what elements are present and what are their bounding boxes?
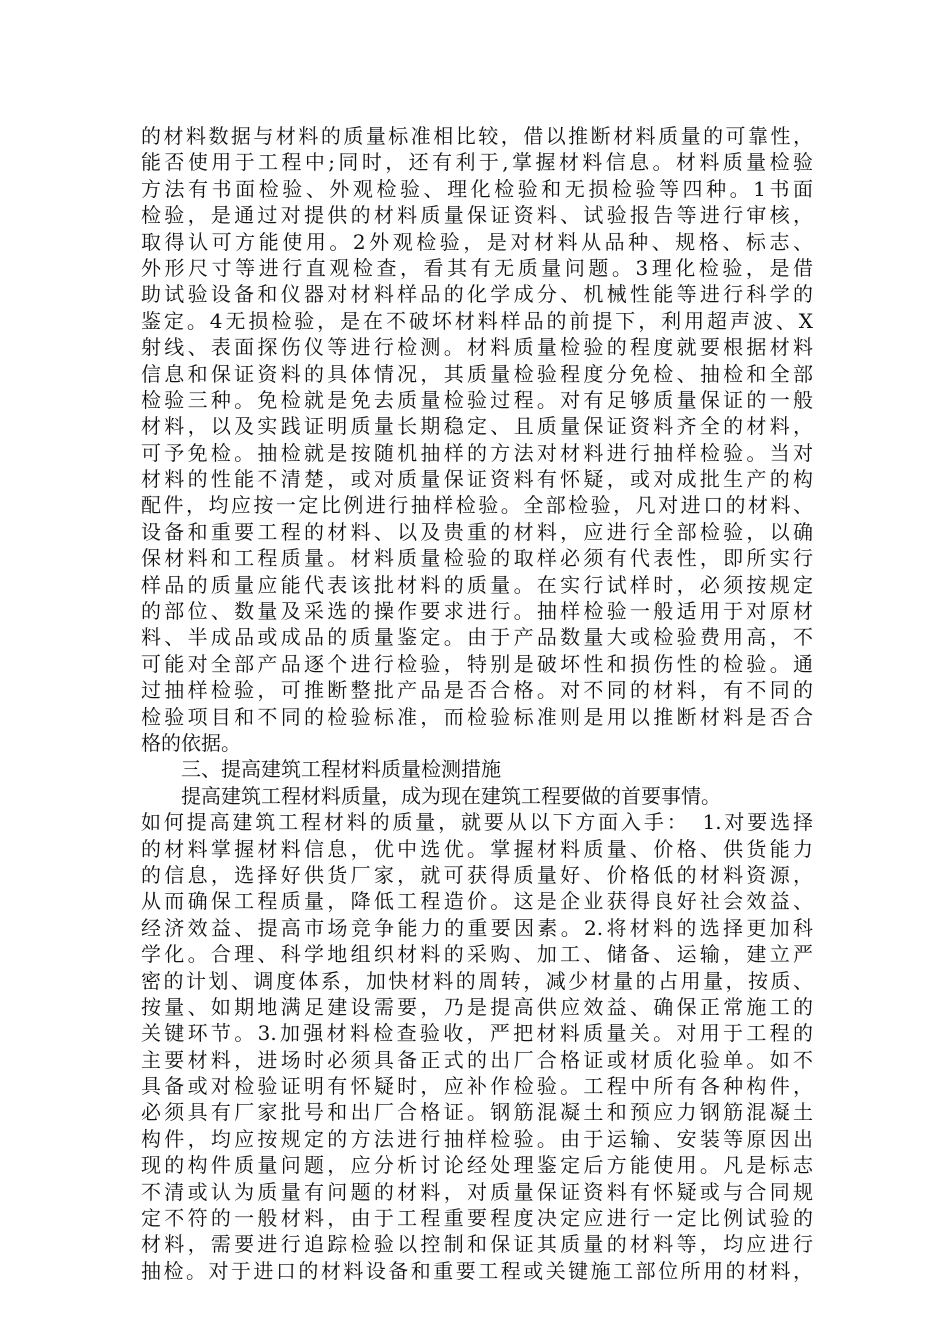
text-line: 的材料掌握材料信息，优中选优。掌握材料质量、价格、供货能力 — [141, 836, 813, 861]
text-line: 格的依据。 — [141, 730, 241, 755]
text-line: 检验三种。免检就是免去质量检验过程。对有足够质量保证的一般 — [141, 387, 813, 412]
text-line: 必须具有厂家批号和出厂合格证。钢筋混凝土和预应力钢筋混凝土 — [141, 1100, 813, 1125]
text-line: 检验项目和不同的检验标准，而检验标准则是用以推断材料是否合 — [141, 704, 813, 729]
text-line: 的信息，选择好供货厂家，就可获得质量好、价格低的材料资源， — [141, 862, 813, 887]
text-line: 的材料数据与材料的质量标准相比较，借以推断材料质量的可靠性， — [141, 124, 813, 148]
text-line: 不清或认为质量有问题的材料，对质量保证资料有怀疑或与合同规 — [141, 1179, 813, 1204]
document-page — [141, 123, 813, 1284]
text-line: 从而确保工程质量，降低工程造价。这是企业获得良好社会效益、 — [141, 889, 813, 914]
text-line: 学化。合理、科学地组织材料的采购、加工、储备、运输，建立严 — [141, 942, 813, 967]
text-line: 能否使用于工程中;同时，还有利于,掌握材料信息。材料质量检验 — [141, 150, 813, 175]
text-line: 鉴定。4无损检验，是在不破坏材料样品的前提下，利用超声波、X — [141, 308, 813, 333]
text-line: 射线、表面探伤仪等进行检测。材料质量检验的程度就要根据材料 — [141, 335, 813, 360]
text-line: 可予免检。抽检就是按随机抽样的方法对材料进行抽样检验。当对 — [141, 440, 813, 465]
paragraph-improvement-measures — [141, 783, 813, 1284]
text-line: 关键环节。3.加强材料检查验收，严把材料质量关。对用于工程的 — [141, 1021, 813, 1046]
text-line: 设备和重要工程的材料、以及贵重的材料，应进行全部检验，以确 — [141, 519, 813, 544]
section-heading — [141, 756, 813, 782]
paragraph-material-inspection — [141, 123, 813, 756]
text-line: 外形尺寸等进行直观检查，看其有无质量问题。3理化检验，是借 — [141, 255, 813, 280]
text-line: 料、半成品或成品的质量鉴定。由于产品数量大或检验费用高，不 — [141, 625, 813, 650]
text-line: 取得认可方能使用。2外观检验，是对材料从品种、规格、标志、 — [141, 229, 813, 254]
text-line: 过抽样检验，可推断整批产品是否合格。对不同的材料，有不同的 — [141, 678, 813, 703]
text-line: 经济效益、提高市场竞争能力的重要因素。2.将材料的选择更加科 — [141, 915, 813, 940]
text-line: 材料，需要进行追踪检验以控制和保证其质量的材料等，均应进行 — [141, 1232, 813, 1257]
text-line: 保材料和工程质量。材料质量检验的取样必须有代表性，即所实行 — [141, 546, 813, 571]
text-line: 定不符的一般材料，由于工程重要程度决定应进行一定比例试验的 — [141, 1206, 813, 1231]
section-heading-text: 三、提高建筑工程材料质量检测措施 — [181, 757, 501, 782]
text-line: 具备或对检验证明有怀疑时，应补作检验。工程中所有各种构件， — [141, 1074, 813, 1099]
text-line: 可能对全部产品逐个进行检验，特别是破坏性和损伤性的检验。通 — [141, 651, 813, 676]
text-line: 检验，是通过对提供的材料质量保证资料、试验报告等进行审核， — [141, 203, 813, 228]
text-line: 密的计划、调度体系，加快材料的周转，减少材量的占用量，按质、 — [141, 968, 813, 993]
text-line: 如何提高建筑工程材料的质量，就要从以下方面入手： 1.对要选择 — [141, 810, 813, 835]
text-line: 材料的性能不清楚，或对质量保证资料有怀疑，或对成批生产的构 — [141, 467, 813, 492]
text-line: 构件，均应按规定的方法进行抽样检验。由于运输、安装等原因出 — [141, 1126, 813, 1151]
text-line: 按量、如期地满足建设需要，乃是提高供应效益、确保正常施工的 — [141, 994, 813, 1019]
text-line: 抽检。对于进口的材料设备和重要工程或关键施工部位所用的材料， — [141, 1258, 813, 1283]
text-line: 提高建筑工程材料质量，成为现在建筑工程要做的首要事情。 — [181, 783, 721, 808]
text-line: 材料，以及实践证明质量长期稳定、且质量保证资料齐全的材料， — [141, 414, 813, 439]
text-line: 信息和保证资料的具体情况，其质量检验程度分免检、抽检和全部 — [141, 361, 813, 386]
text-line: 方法有书面检验、外观检验、理化检验和无损检验等四种。1书面 — [141, 176, 813, 201]
text-line: 配件，均应按一定比例进行抽样检验。全部检验，凡对进口的材料、 — [141, 493, 813, 518]
text-line: 助试验设备和仪器对材料样品的化学成分、机械性能等进行科学的 — [141, 282, 813, 307]
text-line: 主要材料，进场时必须具备正式的出厂合格证或材质化验单。如不 — [141, 1047, 813, 1072]
text-line: 样品的质量应能代表该批材料的质量。在实行试样时，必须按规定 — [141, 572, 813, 597]
text-line: 现的构件质量问题，应分析讨论经处理鉴定后方能使用。凡是标志 — [141, 1153, 813, 1178]
text-line: 的部位、数量及采选的操作要求进行。抽样检验一般适用于对原材 — [141, 599, 813, 624]
